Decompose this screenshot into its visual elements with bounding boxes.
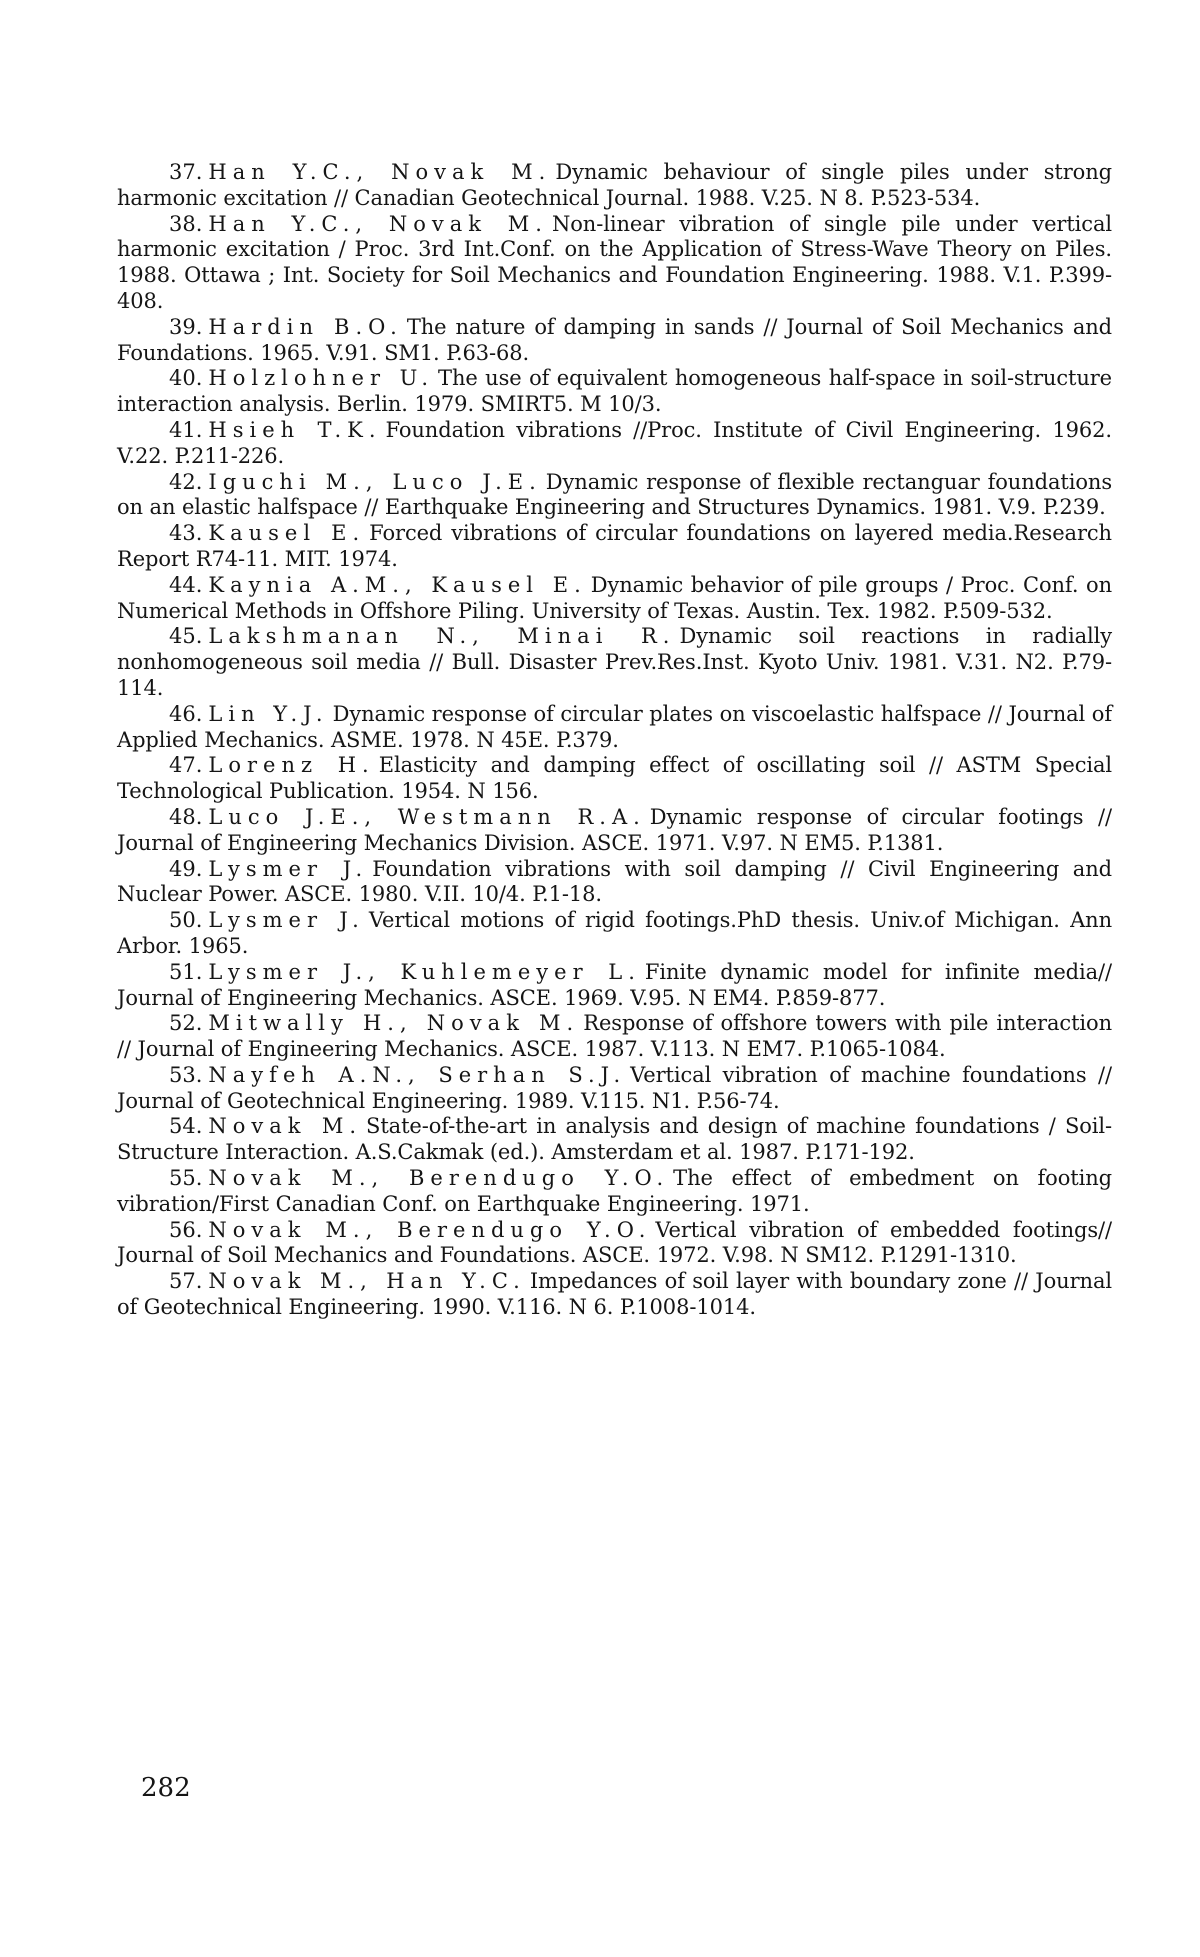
reference-entry: [117, 624, 1112, 701]
reference-number: 48.: [169, 804, 203, 829]
reference-entry: [117, 960, 1112, 1012]
reference-text: Dynamic response of circular plates on viscoelastic halfspace // Journal of Applied Mechanics. ASME. 1978. N 45E. P.379.: [117, 701, 1112, 752]
reference-entry: [117, 418, 1112, 470]
reference-entry: [117, 315, 1112, 367]
reference-number: 57.: [169, 1269, 203, 1294]
reference-authors: Iguchi M., Luco J.E.: [208, 469, 542, 494]
reference-text: The use of equivalent homogeneous half-space in soil-structure interaction analysis. Berlin. 1979. SMIRT5. M 10/3.: [117, 366, 1113, 417]
reference-number: 56.: [169, 1217, 203, 1242]
reference-text: Dynamic response of flexible rectanguar foundations on an elastic halfspace // Earthquake Engineering and Structures Dynamics. 1981. V.9. P.239.: [117, 469, 1112, 520]
reference-text: Finite dynamic model for infinite media// Journal of Engineering Mechanics. ASCE. 1969. V.95. N EM4. P.859-877.: [117, 959, 1112, 1010]
reference-entry: [117, 366, 1112, 418]
reference-entry: [117, 1114, 1112, 1166]
reference-authors: Kaynia A.M., Kausel E.: [208, 572, 587, 597]
reference-text: The nature of damping in sands // Journal of Soil Mechanics and Foundations. 1965. V.91. SM1. P.63-68.: [117, 314, 1113, 365]
reference-number: 40.: [169, 366, 203, 391]
reference-authors: Nayfeh A.N., Serhan S.J.: [208, 1062, 627, 1087]
reference-number: 55.: [169, 1166, 203, 1191]
reference-authors: Han Y.C., Novak M.: [208, 160, 552, 184]
reference-text: Dynamic response of circular footings // Journal of Engineering Mechanics Division. ASCE. 1971. V.97. N EM5. P.1381.: [117, 804, 1112, 855]
reference-text: Dynamic behavior of pile groups / Proc. Conf. on Numerical Methods in Offshore Piling. University of Texas. Austin. Tex. 1982. P.509-532.: [117, 572, 1112, 623]
reference-authors: Luco J.E., Westmann R.A.: [208, 804, 646, 829]
reference-authors: Mitwally H., Novak M.: [208, 1011, 580, 1036]
reference-number: 45.: [169, 624, 203, 649]
reference-entry: [117, 160, 1112, 212]
reference-number: 38.: [169, 211, 203, 236]
reference-authors: Novak M., Berendugo Y.O.: [208, 1217, 652, 1242]
reference-text: Dynamic behaviour of single piles under strong harmonic excitation // Canadian Geotechnical Journal. 1988. V.25. N 8. P.523-534.: [117, 160, 1112, 210]
reference-text: Foundation vibrations with soil damping // Civil Engineering and Nuclear Power. ASCE. 1980. V.II. 10/4. P.1-18.: [117, 856, 1112, 907]
reference-number: 54.: [169, 1114, 203, 1139]
reference-entry: [117, 753, 1112, 805]
reference-authors: Hardin B.O.: [208, 314, 403, 339]
reference-number: 37.: [169, 160, 203, 184]
reference-authors: Novak M., Berendugo Y.O.: [208, 1166, 670, 1191]
reference-number: 49.: [169, 856, 203, 881]
reference-text: Impedances of soil layer with boundary zone // Journal of Geotechnical Engineering. 1990. V.116. N 6. P.1008-1014.: [117, 1269, 1112, 1320]
reference-text: State-of-the-art in analysis and design of machine foundations / Soil-Structure Interaction. A.S.Cakmak (ed.). Amsterdam et al. 1987. P.171-192.: [117, 1114, 1112, 1165]
reference-number: 46.: [169, 701, 203, 726]
reference-entry: [117, 212, 1112, 315]
reference-text: Vertical vibration of embedded footings// Journal of Soil Mechanics and Foundations. ASCE. 1972. V.98. N SM12. P.1291-1310.: [117, 1217, 1113, 1268]
reference-number: 44.: [169, 572, 203, 597]
reference-number: 41.: [169, 417, 203, 442]
reference-entry: [117, 1269, 1112, 1321]
reference-authors: Lysmer J.: [208, 908, 365, 933]
reference-entry: [117, 1218, 1112, 1270]
reference-authors: Novak M., Han Y.C.: [208, 1269, 526, 1294]
reference-authors: Lin Y.J.: [208, 701, 329, 726]
reference-text: Dynamic soil reactions in radially nonhomogeneous soil media // Bull. Disaster Prev.Res.Inst. Kyoto Univ. 1981. V.31. N2. P.79-114.: [117, 624, 1112, 700]
reference-number: 43.: [169, 521, 203, 546]
reference-number: 39.: [169, 314, 203, 339]
reference-authors: Lysmer J., Kuhlemeyer L.: [208, 959, 641, 984]
reference-authors: Holzlohner U.: [208, 366, 435, 391]
reference-text: Foundation vibrations //Proc. Institute of Civil Engineering. 1962. V.22. P.211-226.: [117, 417, 1112, 468]
reference-authors: Han Y.C., Novak M.: [208, 211, 548, 236]
reference-text: Response of offshore towers with pile interaction // Journal of Engineering Mechanics. ASCE. 1987. V.113. N EM7. P.1065-1084.: [117, 1011, 1112, 1062]
reference-entry: [117, 908, 1112, 960]
reference-authors: Lysmer J.: [208, 856, 369, 881]
reference-number: 42.: [169, 469, 203, 494]
reference-number: 51.: [169, 959, 203, 984]
reference-number: 52.: [169, 1011, 203, 1036]
reference-list: [117, 160, 1112, 1321]
reference-entry: [117, 1063, 1112, 1115]
reference-text: Elasticity and damping effect of oscillating soil // ASTM Special Technological Publication. 1954. N 156.: [117, 753, 1113, 804]
reference-text: Non-linear vibration of single pile under vertical harmonic excitation / Proc. 3rd Int.Conf. on the Application of Stress-Wave Theory on Piles. 1988. Ottawa ; Int. Society for Soil Mechanics and Foundation Engineering. 1988. V.1. P.399-408.: [117, 211, 1112, 313]
reference-authors: Hsieh T.K.: [208, 417, 382, 442]
reference-authors: Novak M.: [208, 1114, 363, 1139]
reference-number: 50.: [169, 908, 203, 933]
reference-number: 53.: [169, 1062, 203, 1087]
reference-entry: [117, 470, 1112, 522]
reference-text: Vertical vibration of machine foundations // Journal of Geotechnical Engineering. 1989. V.115. N1. P.56-74.: [117, 1062, 1112, 1113]
reference-entry: [117, 805, 1112, 857]
reference-entry: [117, 702, 1112, 754]
reference-entry: [117, 1166, 1112, 1218]
page-number: 282: [141, 1773, 191, 1803]
reference-entry: [117, 573, 1112, 625]
reference-entry: [117, 521, 1112, 573]
reference-authors: Lakshmanan N., Minai R.: [208, 624, 676, 649]
reference-number: 47.: [169, 753, 203, 778]
reference-entry: [117, 857, 1112, 909]
reference-authors: Kausel E.: [208, 521, 366, 546]
reference-authors: Lorenz H.: [208, 753, 375, 778]
reference-text: The effect of embedment on footing vibration/First Canadian Conf. on Earthquake Engineering. 1971.: [117, 1166, 1112, 1216]
reference-entry: [117, 1011, 1112, 1063]
reference-text: Forced vibrations of circular foundations on layered media.Research Report R74-11. MIT. 1974.: [117, 521, 1112, 571]
reference-text: Vertical motions of rigid footings.PhD thesis. Univ.of Michigan. Ann Arbor. 1965.: [117, 908, 1112, 958]
